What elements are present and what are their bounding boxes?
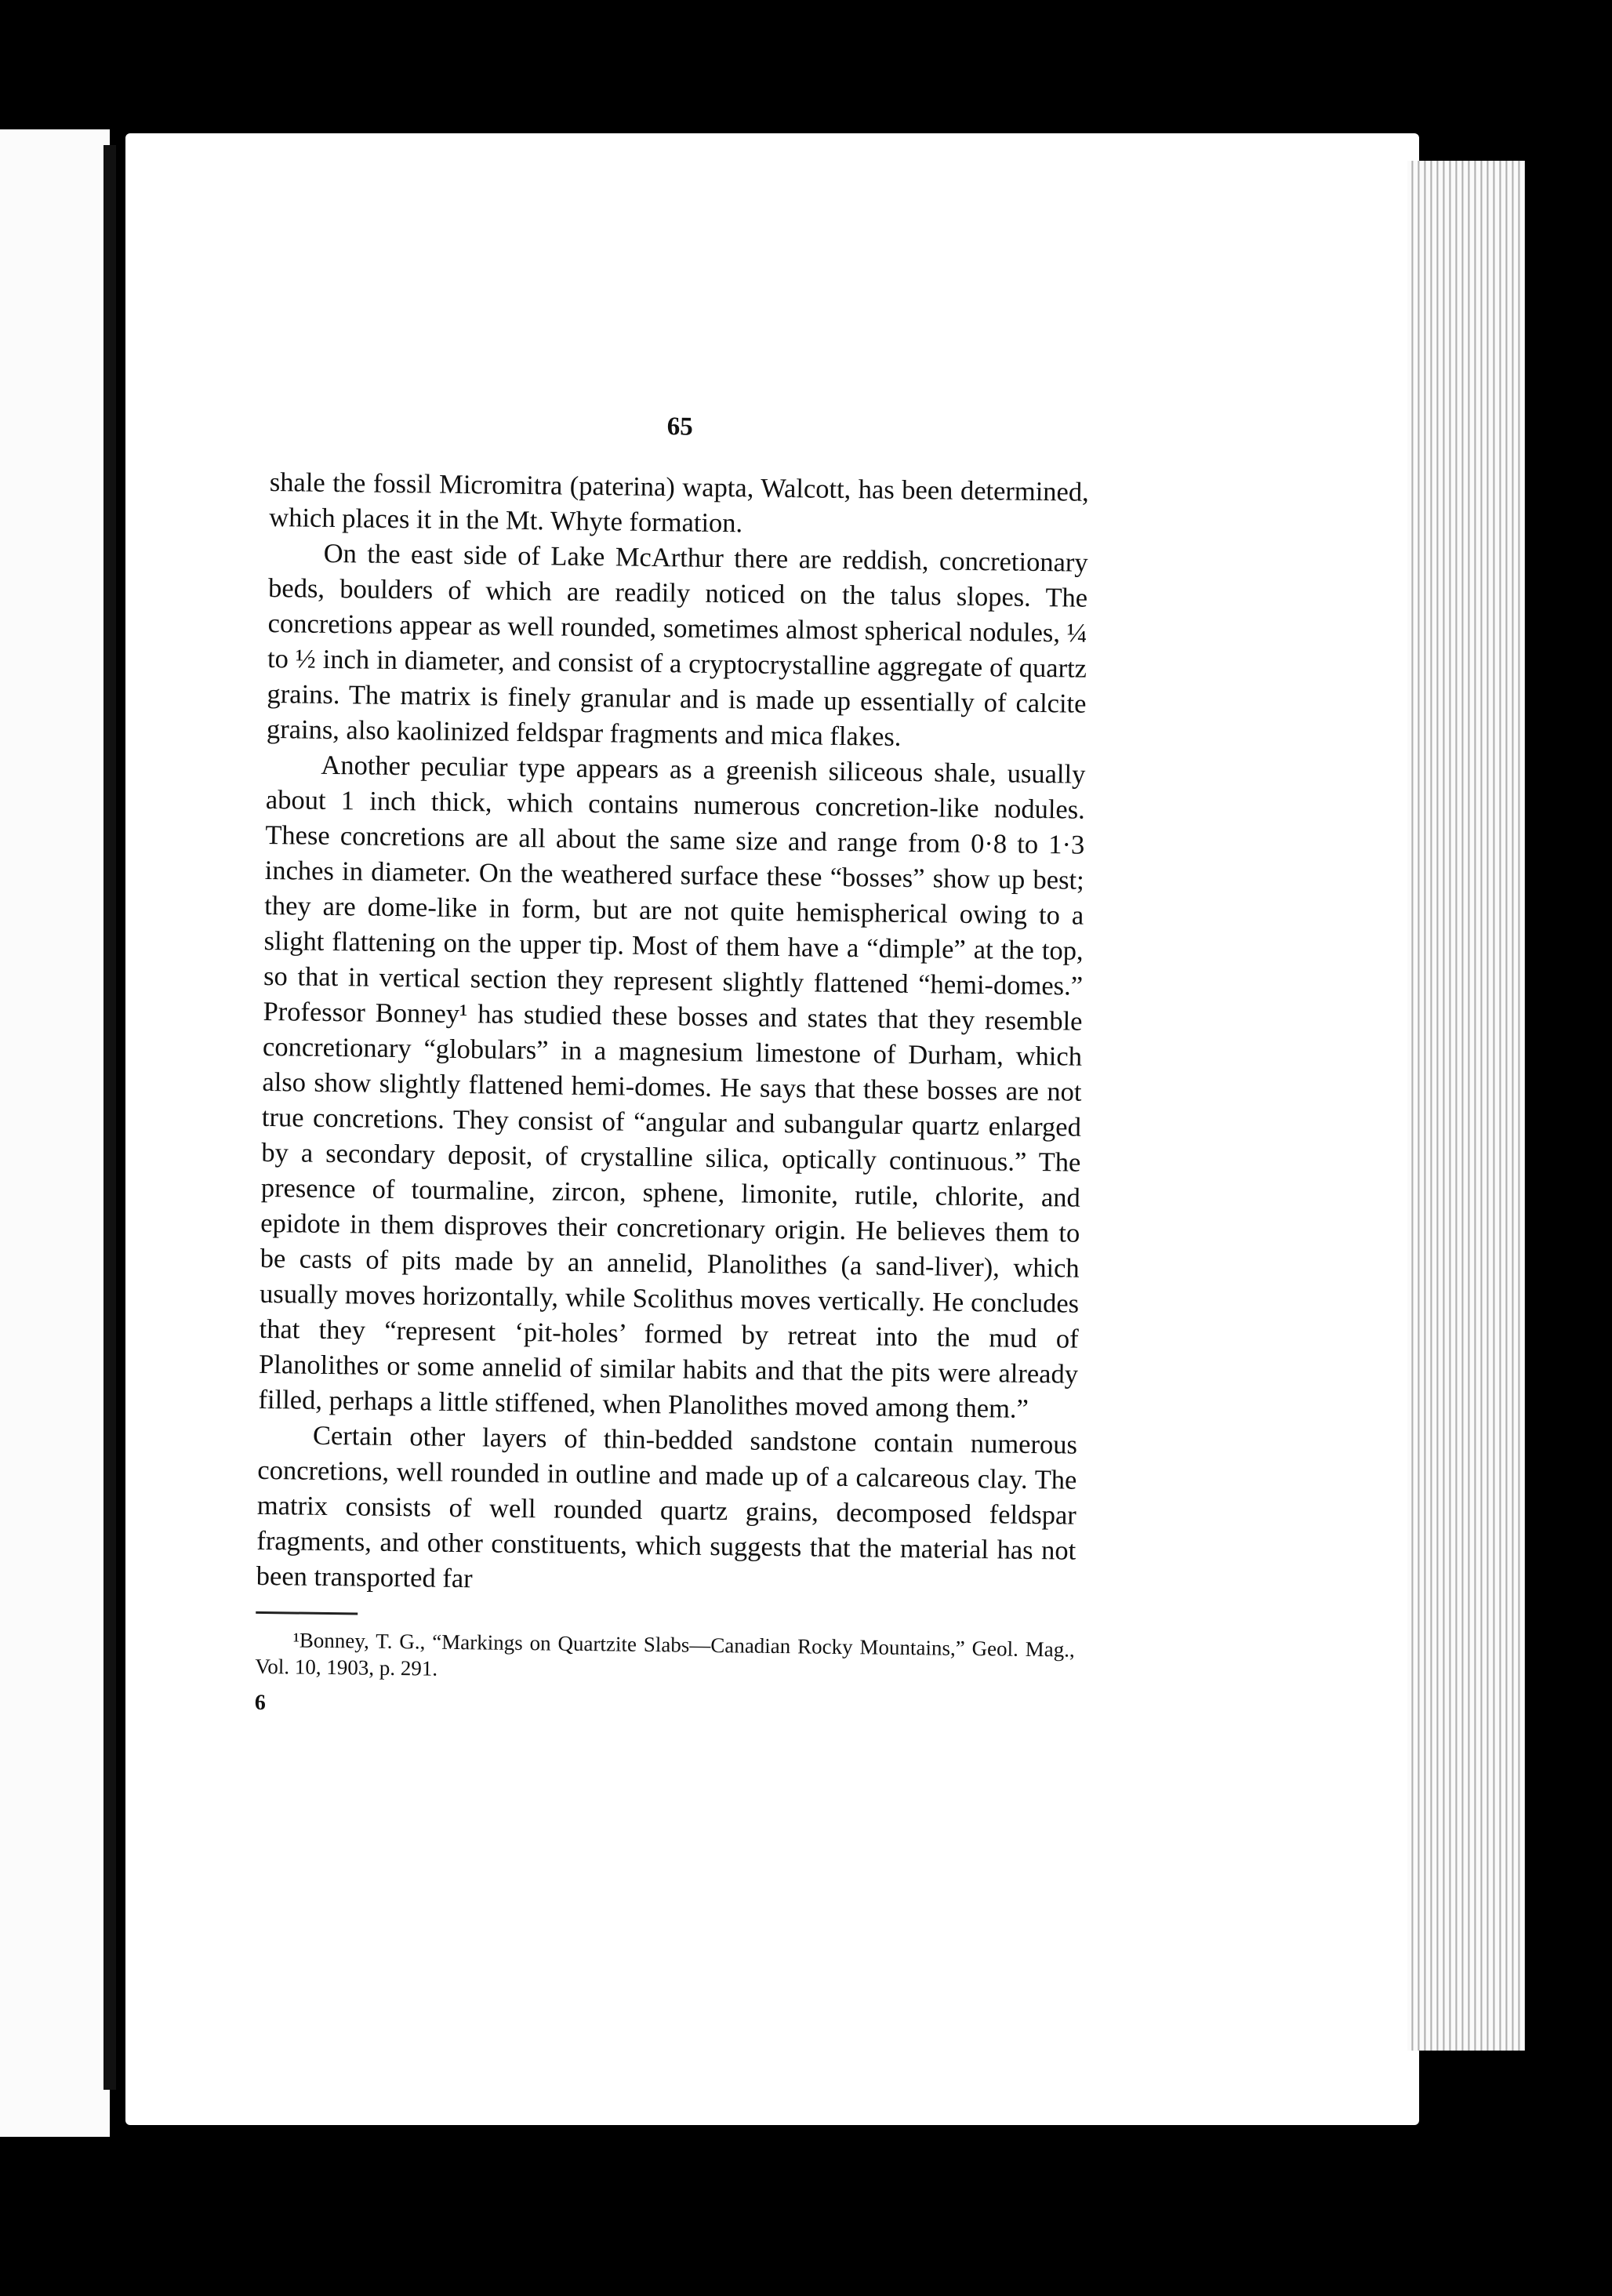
paragraph-1: shale the fossil Micromitra (paterina) wapta, Walcott, has been determined, which places it in the Mt. Whyte formation.: [269, 467, 1089, 539]
paragraph-2: On the east side of Lake McArthur there are reddish, concretionary beds, boulders of which are readily noticed on the talus slopes. The concretions appear as well rounded, sometimes almost spherical nodules, ¼ to ½ inch in diameter, and consist of a cryptocrystalline aggregate of quartz grains. The matrix is finely granular and is made up essentially of calcite grains, also kaolinized feldspar fragments and mica flakes.: [266, 538, 1088, 752]
footnote-divider: [256, 1611, 358, 1615]
paragraph-3: Another peculiar type appears as a greenish siliceous shale, usually about 1 inch thick, which contains numerous concretion-like nodules. These concretions are all about the same size and range from 0·8 to 1·3 inches in diameter. On the weathered surface these “bosses” show up best; they are dome-like in form, but are not quite hemispherical owing to a slight flattening on the upper tip. Most of them have a “dimple” at the top, so that in vertical section they represent slightly flattened “hemi-domes.” Professor Bonney¹ has studied these bosses and states that they resemble concretionary “globulars” in a magnesium limestone of Durham, which also show slightly flattened hemi-domes. He says that these bosses are not true concretions. They consist of “angular and subangular quartz enlarged by a secondary deposit, of crystalline silica, optically continuous.” The presence of tourmaline, zircon, sphene, limonite, rutile, chlorite, and epidote in them disproves their concretionary origin. He believes them to be casts of pits made by an annelid, Planolithes (a sand-liver), which usually moves horizontally, while Scolithus moves vertically. He concludes that they “represent ‘pit-holes’ formed by retreat into the mud of Planolithes or some annelid of similar habits and that the pits were already filled, perhaps a little stiffened, when Planolithes moved among them.”: [258, 750, 1086, 1424]
book-gutter: [103, 145, 116, 2090]
page-number: 65: [666, 412, 693, 441]
paragraph-4: Certain other layers of thin-bedded sandstone contain numerous concretions, well rounded in outline and made up of a calcareous clay. The matrix consists of well rounded quartz grains, decomposed feldspar fragments, and other constituents, which suggests that the material has not been transported far: [256, 1420, 1078, 1594]
page-stack-edge: [1407, 161, 1525, 2051]
signature-mark: 6: [254, 1690, 267, 1716]
footnote: ¹Bonney, T. G., “Markings on Quartzite Slabs—Canadian Rocky Mountains,” Geol. Mag., Vol. 10, 1903, p. 291.: [255, 1628, 1075, 1680]
page-text-block: [255, 408, 1090, 1726]
facing-page-edge: [0, 129, 110, 2137]
